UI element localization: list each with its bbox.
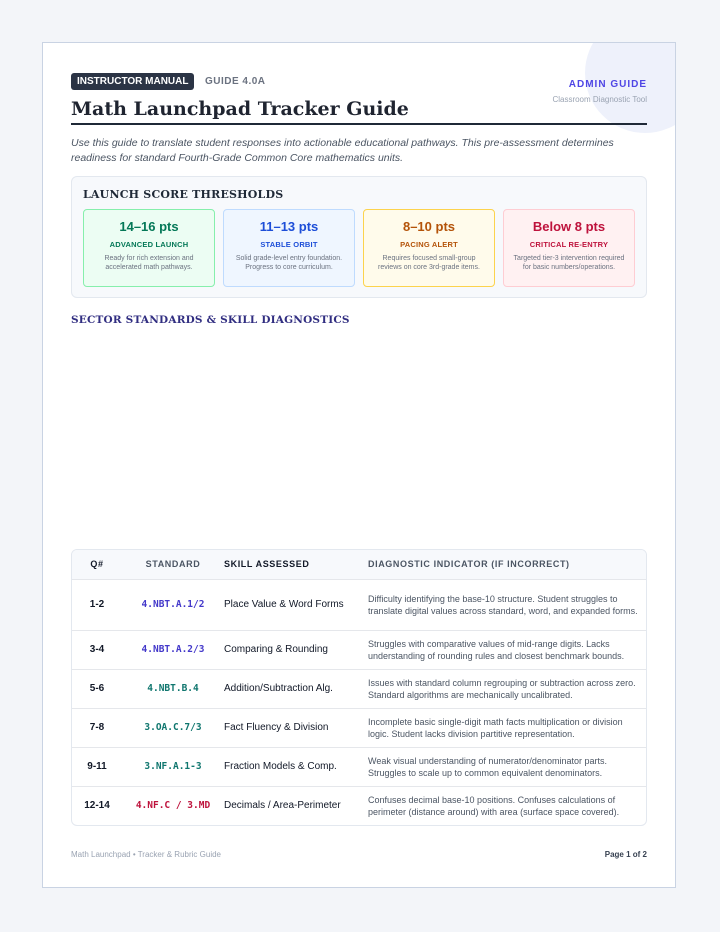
skill-assessed: Addition/Subtraction Alg. — [224, 669, 368, 708]
question-number: 5-6 — [72, 669, 122, 708]
table-row — [72, 630, 646, 669]
table-row — [72, 579, 646, 630]
threshold-label: CRITICAL RE-ENTRY — [529, 240, 609, 249]
guide-number: GUIDE 4.0A — [204, 76, 266, 87]
standard-code: 4.NF.C / 3.MD — [122, 786, 224, 825]
skill-assessed: Comparing & Rounding — [224, 630, 368, 669]
diagnostic-indicator: Struggles with comparative values of mid-range digits. Lacks understanding of rounding rules and closest benchmark bounds. — [368, 630, 646, 669]
intro-paragraph: Use this guide to translate student responses into actionable educational pathways. This pre-assessment determines readiness for standard Fourth-Grade Common Core mathematics units. — [71, 137, 614, 164]
table-row — [72, 747, 646, 786]
threshold-label: STABLE ORBIT — [260, 240, 318, 249]
threshold-description: Targeted tier-3 intervention required for basic numbers/operations. — [513, 255, 625, 271]
threshold-points: 11–13 pts — [259, 219, 319, 234]
sector-standards-heading: SECTOR STANDARDS & SKILL DIAGNOSTICS — [71, 314, 350, 326]
column-header-diagnostic: DIAGNOSTIC INDICATOR (IF INCORRECT) — [368, 559, 570, 570]
page-title: Math Launchpad Tracker Guide — [71, 98, 409, 120]
threshold-description: Ready for rich extension and accelerated math pathways. — [104, 255, 194, 271]
header-divider — [71, 123, 647, 125]
threshold-points: 8–10 pts — [402, 219, 456, 234]
diagnostic-indicator: Weak visual understanding of numerator/denominator parts. Struggles to scale up to common equivalent denominators. — [368, 747, 646, 786]
threshold-points: Below 8 pts — [532, 219, 606, 234]
standard-code: 4.NBT.B.4 — [122, 669, 224, 708]
table-row — [72, 786, 646, 825]
skill-assessed: Fact Fluency & Division — [224, 708, 368, 747]
standard-code: 3.OA.C.7/3 — [122, 708, 224, 747]
threshold-label: PACING ALERT — [400, 240, 458, 249]
question-number: 1-2 — [72, 579, 122, 630]
diagnostic-indicator: Issues with standard column regrouping or subtraction across zero. Standard algorithms are mechanically uncalibrated. — [368, 669, 646, 708]
threshold-cards — [83, 209, 635, 287]
question-number: 9-11 — [72, 747, 122, 786]
standard-code: 3.NF.A.1-3 — [122, 747, 224, 786]
column-header-skill: SKILL ASSESSED — [224, 559, 310, 570]
question-number: 7-8 — [72, 708, 122, 747]
threshold-points: 14–16 pts — [119, 219, 179, 234]
table-row — [72, 708, 646, 747]
skill-assessed: Place Value & Word Forms — [224, 579, 368, 630]
diagnostic-indicator: Difficulty identifying the base-10 structure. Student struggles to translate digital values across standard, word, and expanded forms. — [368, 579, 646, 630]
threshold-card-critical — [503, 209, 635, 287]
question-number: 12-14 — [72, 786, 122, 825]
footer-guide-name: Math Launchpad • Tracker & Rubric Guide — [71, 850, 221, 859]
column-header-standard: STANDARD — [145, 559, 201, 570]
instructor-manual-badge: INSTRUCTOR MANUAL — [71, 73, 194, 90]
threshold-card-pacing — [363, 209, 495, 287]
table-header-row — [72, 550, 646, 579]
guide-page — [42, 42, 676, 888]
admin-guide-subtitle: Classroom Diagnostic Tool — [552, 95, 647, 104]
table-row — [72, 669, 646, 708]
question-number: 3-4 — [72, 630, 122, 669]
diagnostic-indicator: Confuses decimal base-10 positions. Confuses calculations of perimeter (distance around) with area (surface space covered). — [368, 786, 646, 825]
diagnostic-indicator: Incomplete basic single-digit math facts multiplication or division logic. Student lacks division partitive representation. — [368, 708, 646, 747]
admin-guide-block — [552, 79, 647, 104]
standard-code: 4.NBT.A.2/3 — [122, 630, 224, 669]
skill-assessed: Fraction Models & Comp. — [224, 747, 368, 786]
score-thresholds-panel — [71, 176, 647, 298]
admin-guide-label: ADMIN GUIDE — [568, 79, 647, 90]
threshold-card-advanced — [83, 209, 215, 287]
skill-assessed: Decimals / Area-Perimeter — [224, 786, 368, 825]
threshold-description: Requires focused small-group reviews on core 3rd-grade items. — [378, 255, 480, 271]
standard-code: 4.NBT.A.1/2 — [122, 579, 224, 630]
page-header — [71, 71, 647, 120]
threshold-card-stable — [223, 209, 355, 287]
threshold-label: ADVANCED LAUNCH — [109, 240, 189, 249]
thresholds-title: LAUNCH SCORE THRESHOLDS — [83, 188, 284, 201]
threshold-description: Solid grade-level entry foundation. Progress to core curriculum. — [235, 255, 343, 271]
column-header-question: Q# — [90, 559, 104, 570]
diagnostics-table — [71, 549, 647, 826]
footer-page-number: Page 1 of 2 — [604, 850, 647, 859]
